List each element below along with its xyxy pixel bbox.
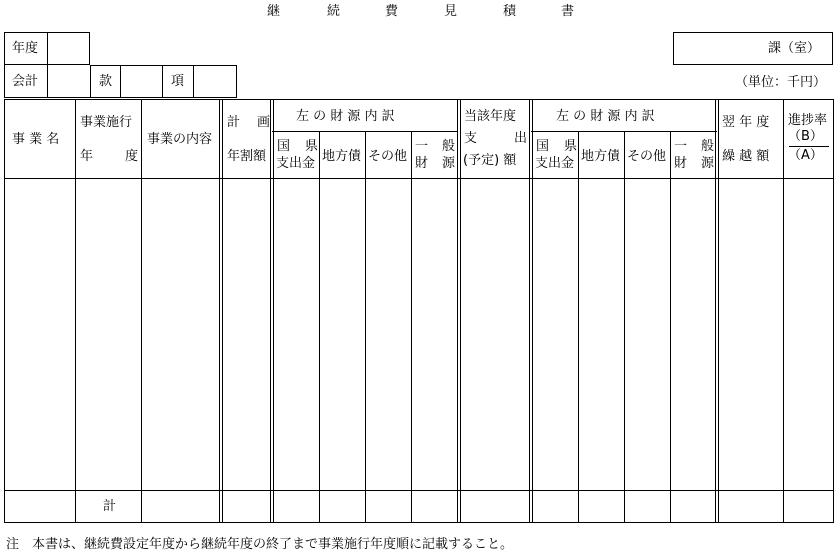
col-line bbox=[715, 99, 716, 523]
section-label: 款 bbox=[99, 74, 113, 89]
col-carryover: 繰 越 額 bbox=[722, 149, 770, 164]
divider bbox=[120, 65, 121, 98]
col-planned-amount: (予定) 額 bbox=[463, 153, 517, 168]
col-general: 一 bbox=[415, 139, 429, 154]
item-label: 項 bbox=[171, 74, 185, 89]
document-title bbox=[0, 0, 838, 20]
col-general: 財 bbox=[415, 156, 429, 171]
divider bbox=[90, 65, 91, 98]
col-line bbox=[624, 131, 625, 523]
col-line bbox=[460, 99, 461, 523]
col-line bbox=[670, 131, 671, 523]
col-spend: 出 bbox=[514, 131, 528, 146]
title-char: 書 bbox=[561, 4, 575, 19]
col-pref: 県 bbox=[305, 139, 319, 154]
col-line bbox=[365, 131, 366, 523]
col-exec-year: 事業施行 bbox=[80, 115, 133, 130]
divider bbox=[47, 65, 48, 98]
title-char: 継 bbox=[267, 4, 281, 19]
total-label: 計 bbox=[103, 499, 117, 514]
col-line bbox=[141, 99, 142, 523]
col-plan: 年割額 bbox=[227, 149, 267, 164]
col-line bbox=[75, 99, 76, 523]
title-char: 見 bbox=[444, 4, 458, 19]
col-line bbox=[783, 99, 784, 523]
divider bbox=[162, 65, 163, 98]
col-line bbox=[457, 99, 458, 523]
col-line bbox=[270, 99, 271, 523]
col-line bbox=[532, 99, 533, 523]
title-char: 続 bbox=[327, 4, 341, 19]
title-char: 積 bbox=[503, 4, 517, 19]
col-pref: 国 bbox=[536, 139, 550, 154]
col-next-year: 翌 年 度 bbox=[722, 115, 770, 130]
col-breakdown-title: 左 の 財 源 内 訳 bbox=[556, 109, 655, 124]
col-plan: 計 bbox=[227, 115, 241, 130]
col-local-bond: 地方債 bbox=[322, 149, 362, 164]
col-exec-year: 年 bbox=[80, 149, 94, 164]
col-line bbox=[411, 131, 412, 523]
col-pref: 支出金 bbox=[276, 156, 316, 171]
col-project-name: 事 業 名 bbox=[12, 132, 60, 147]
total-rule bbox=[4, 490, 834, 491]
fraction-bar bbox=[789, 146, 829, 147]
unit-note: （単位：千円） bbox=[735, 75, 827, 90]
col-other: その他 bbox=[627, 149, 667, 164]
divider bbox=[90, 65, 237, 66]
col-pref: 国 bbox=[277, 139, 291, 154]
col-exec-year: 度 bbox=[125, 149, 139, 164]
col-pref: 支出金 bbox=[535, 156, 575, 171]
col-content: 事業の内容 bbox=[147, 132, 213, 147]
col-line bbox=[319, 131, 320, 523]
col-general: 源 bbox=[701, 156, 715, 171]
col-local-bond: 地方債 bbox=[581, 149, 621, 164]
col-general: 一 bbox=[674, 139, 688, 154]
col-progress-b: （B） bbox=[788, 129, 823, 144]
col-other: その他 bbox=[368, 149, 408, 164]
col-general: 般 bbox=[442, 139, 456, 154]
account-label: 会計 bbox=[12, 74, 39, 89]
col-spend: 支 bbox=[464, 131, 478, 146]
col-progress: 進捗率 bbox=[788, 113, 828, 128]
col-progress-a: （A） bbox=[788, 148, 823, 163]
col-breakdown-title: 左 の 財 源 内 訳 bbox=[296, 109, 395, 124]
col-line bbox=[578, 131, 579, 523]
col-line bbox=[273, 99, 274, 523]
col-line bbox=[529, 99, 530, 523]
col-line bbox=[219, 99, 220, 523]
title-char: 費 bbox=[385, 4, 399, 19]
divider bbox=[193, 65, 194, 98]
footnote: 注 本書は、継続費設定年度から継続年度の終了まで事業施行年度順に記載すること。 bbox=[6, 537, 514, 552]
header-rule bbox=[4, 178, 834, 179]
col-general: 般 bbox=[701, 139, 715, 154]
col-general: 財 bbox=[674, 156, 688, 171]
divider bbox=[47, 32, 48, 65]
col-general: 源 bbox=[442, 156, 456, 171]
col-plan: 画 bbox=[257, 115, 271, 130]
department-label: 課（室） bbox=[768, 41, 821, 56]
col-line bbox=[718, 99, 719, 523]
year-label: 年度 bbox=[12, 41, 39, 56]
col-pref: 県 bbox=[564, 139, 578, 154]
col-line bbox=[222, 99, 223, 523]
col-current-year: 当該年度 bbox=[464, 109, 517, 124]
